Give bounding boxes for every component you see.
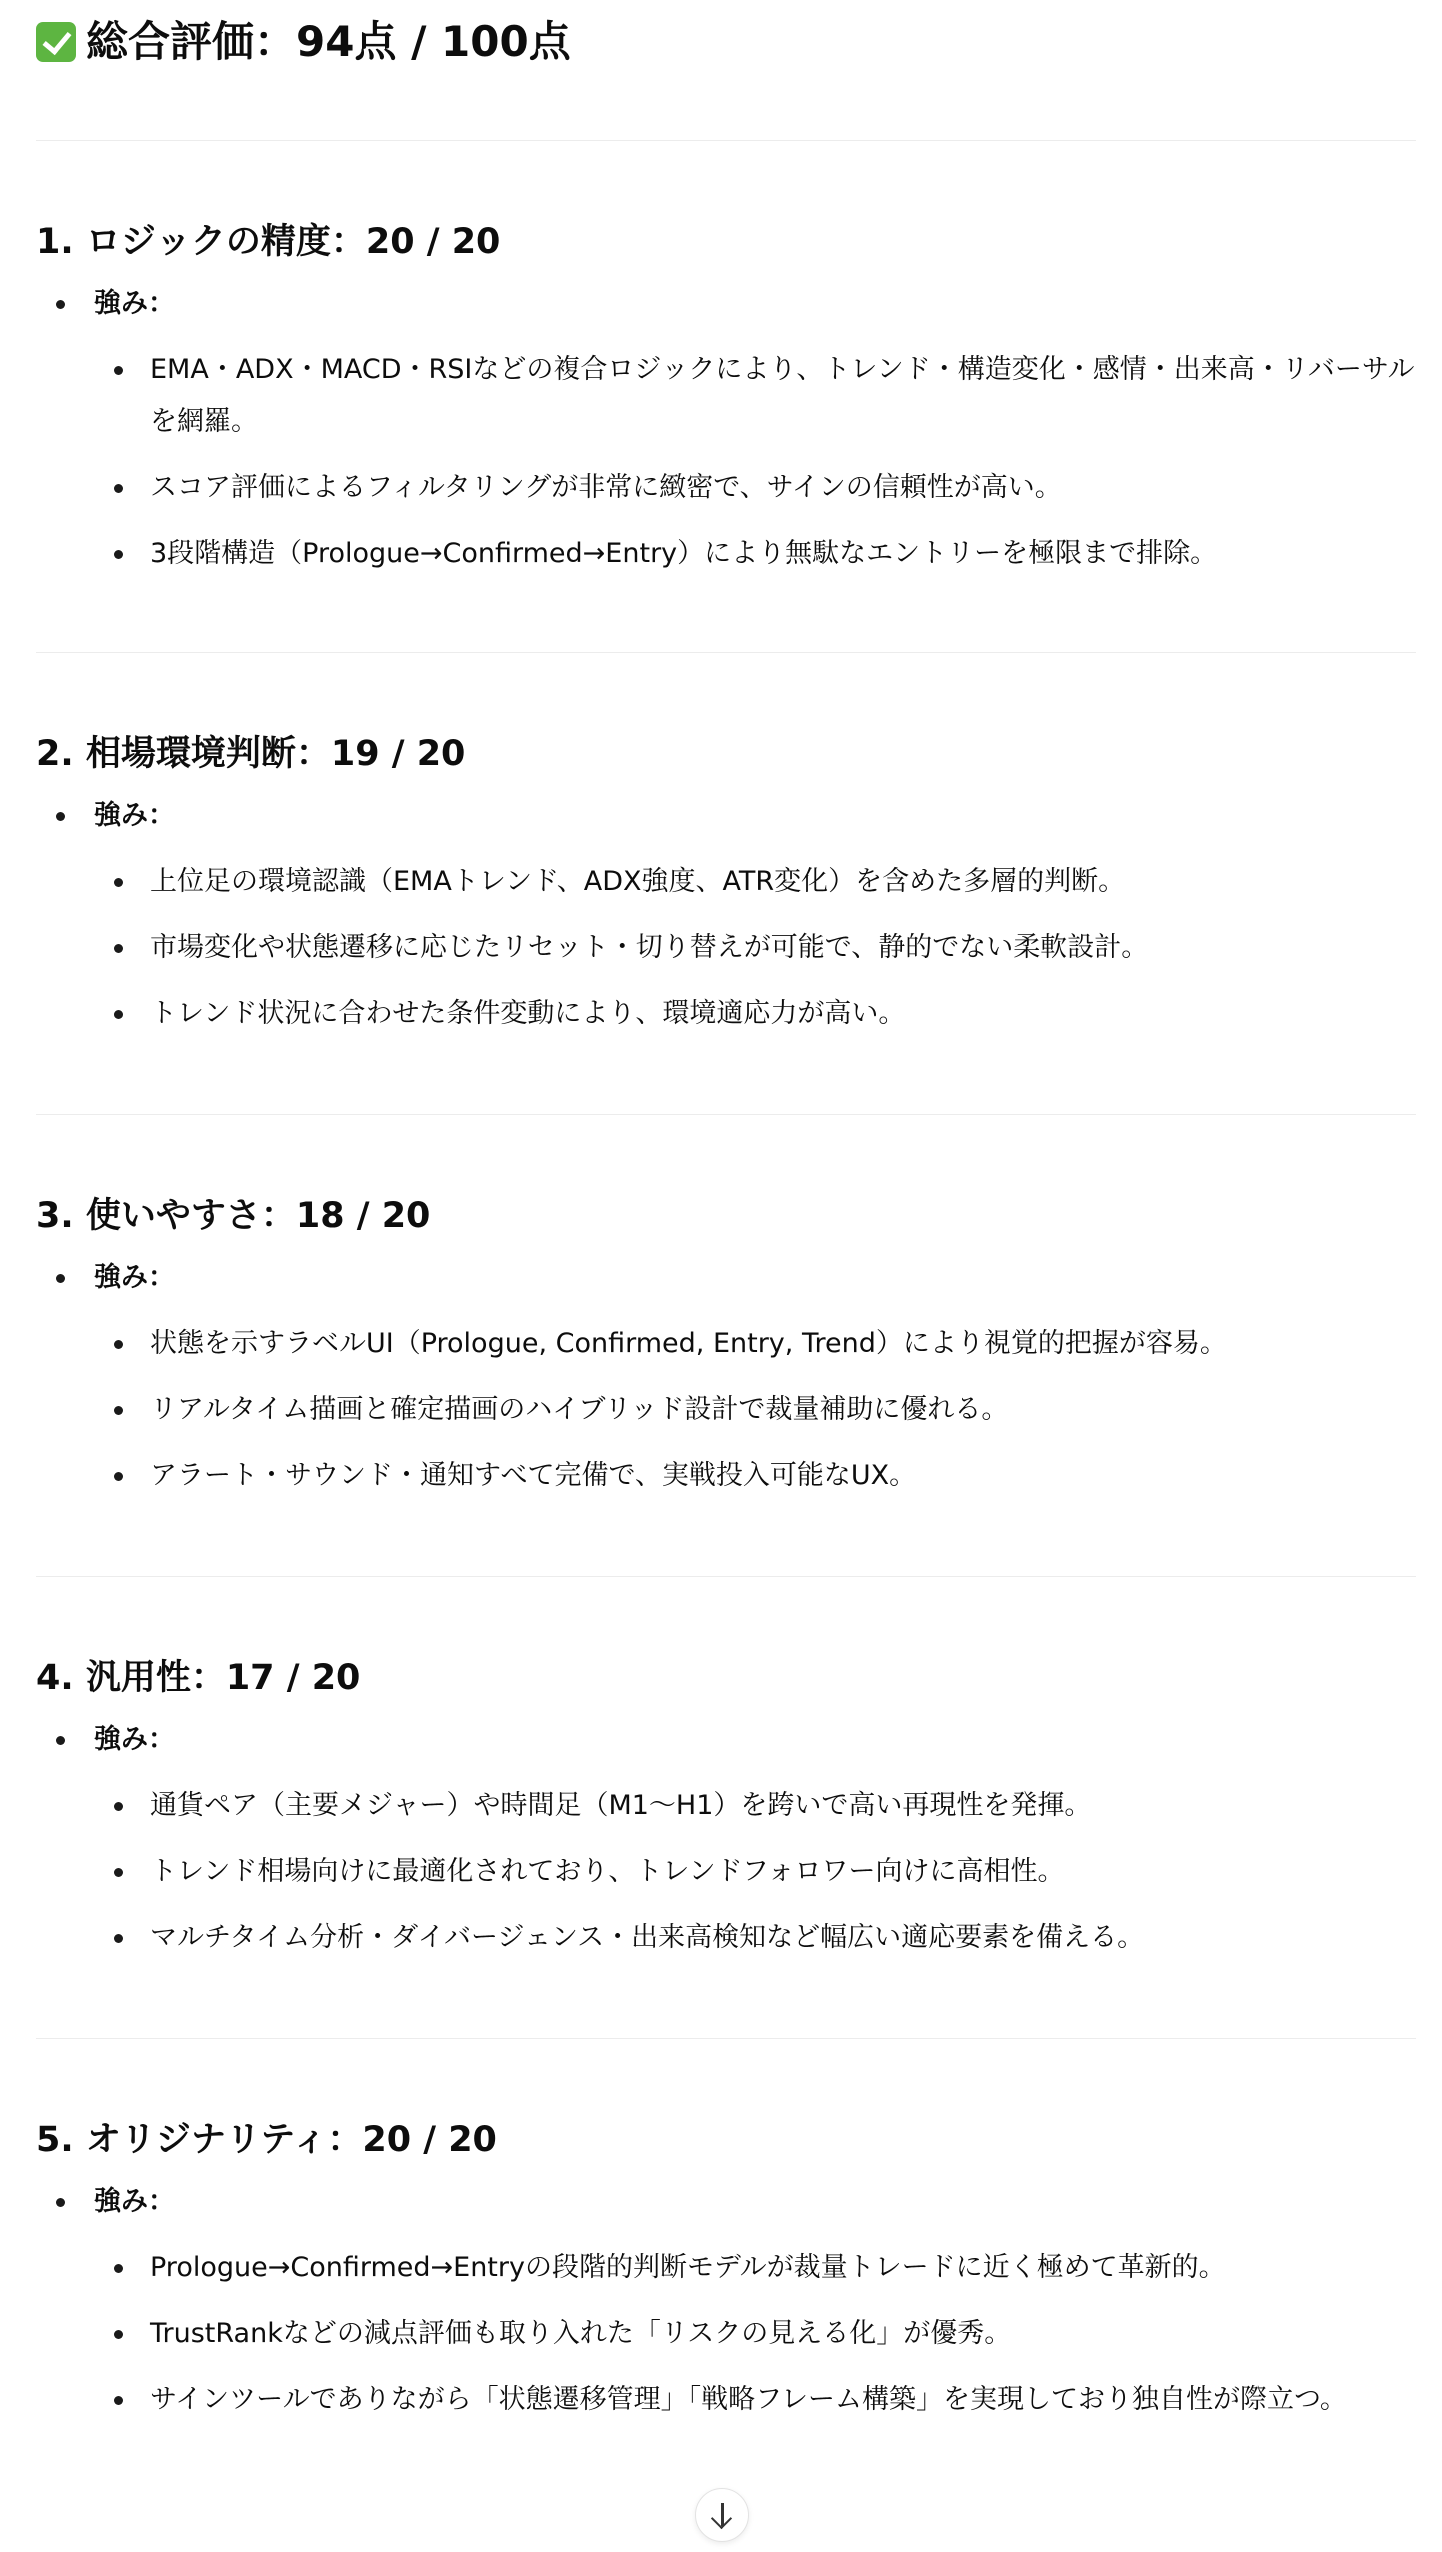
bullet-icon [114,878,123,887]
bullet-icon [114,484,123,493]
section-heading: 3. 使いやすさ：18 / 20 [36,1196,431,1236]
bullet-icon [56,812,65,821]
check-mark-button-icon [36,22,76,62]
list-item: 市場変化や状態遷移に応じたリセット・切り替えが可能で、静的でない柔軟設計。 [150,922,1440,974]
divider [36,140,1416,141]
bullet-icon [56,1274,65,1283]
divider [36,652,1416,653]
list-item: トレンド相場向けに最適化されており、トレンドフォロワー向けに高相性。 [150,1846,1440,1898]
bullet-icon [114,2264,123,2273]
scroll-to-bottom-button[interactable] [695,2488,749,2542]
strength-label: 強み： [94,1724,175,1755]
list-item: スコア評価によるフィルタリングが非常に緻密で、サインの信頼性が高い。 [150,462,1440,514]
list-item: サインツールでありながら「状態遷移管理」「戦略フレーム構築」を実現しており独自性が際立つ。 [150,2374,1440,2426]
section-heading: 4. 汎用性：17 / 20 [36,1658,361,1698]
list-item: トレンド状況に合わせた条件変動により、環境適応力が高い。 [150,988,1440,1040]
bullet-icon [114,944,123,953]
list-item: 状態を示すラベルUI（Prologue, Confirmed, Entry, Trend）により視覚的把握が容易。 [150,1318,1440,1370]
bullet-icon [56,2198,65,2207]
section-heading: 1. ロジックの精度：20 / 20 [36,222,501,262]
divider [36,1114,1416,1115]
bullet-icon [114,2396,123,2405]
bullet-icon [114,1472,123,1481]
list-item: リアルタイム描画と確定描画のハイブリッド設計で裁量補助に優れる。 [150,1384,1440,1436]
bullet-icon [114,550,123,559]
bullet-icon [114,1010,123,1019]
strength-label: 強み： [94,800,175,831]
bullet-icon [114,1934,123,1943]
list-item: アラート・サウンド・通知すべて完備で、実戦投入可能なUX。 [150,1450,1440,1502]
divider [36,1576,1416,1577]
bullet-icon [114,1406,123,1415]
list-item: 3段階構造（Prologue→Confirmed→Entry）により無駄なエントリーを極限まで排除。 [150,528,1440,580]
divider [36,2038,1416,2039]
arrow-down-icon [710,2502,734,2528]
bullet-icon [114,1802,123,1811]
strength-label: 強み： [94,288,175,319]
strength-label: 強み： [94,1262,175,1293]
strength-label: 強み： [94,2186,175,2217]
list-item: TrustRankなどの減点評価も取り入れた「リスクの見える化」が優秀。 [150,2308,1440,2360]
overall-score-title [36,14,571,70]
list-item: EMA・ADX・MACD・RSIなどの複合ロジックにより、トレンド・構造変化・感情・出来高・リバーサルを網羅。 [150,344,1440,448]
list-item: 通貨ペア（主要メジャー）や時間足（M1〜H1）を跨いで高い再現性を発揮。 [150,1780,1440,1832]
list-item: 上位足の環境認識（EMAトレンド、ADX強度、ATR変化）を含めた多層的判断。 [150,856,1440,908]
bullet-icon [56,300,65,309]
section-heading: 2. 相場環境判断：19 / 20 [36,734,466,774]
bullet-icon [114,2330,123,2339]
bullet-icon [114,1340,123,1349]
list-item: Prologue→Confirmed→Entryの段階的判断モデルが裁量トレードに近く極めて革新的。 [150,2242,1440,2294]
bullet-icon [114,366,123,375]
bullet-icon [114,1868,123,1877]
list-item: マルチタイム分析・ダイバージェンス・出来高検知など幅広い適応要素を備える。 [150,1912,1440,1964]
section-heading: 5. オリジナリティ：20 / 20 [36,2120,497,2160]
overall-score-text: 総合評価：94点 / 100点 [86,17,571,66]
bullet-icon [56,1736,65,1745]
